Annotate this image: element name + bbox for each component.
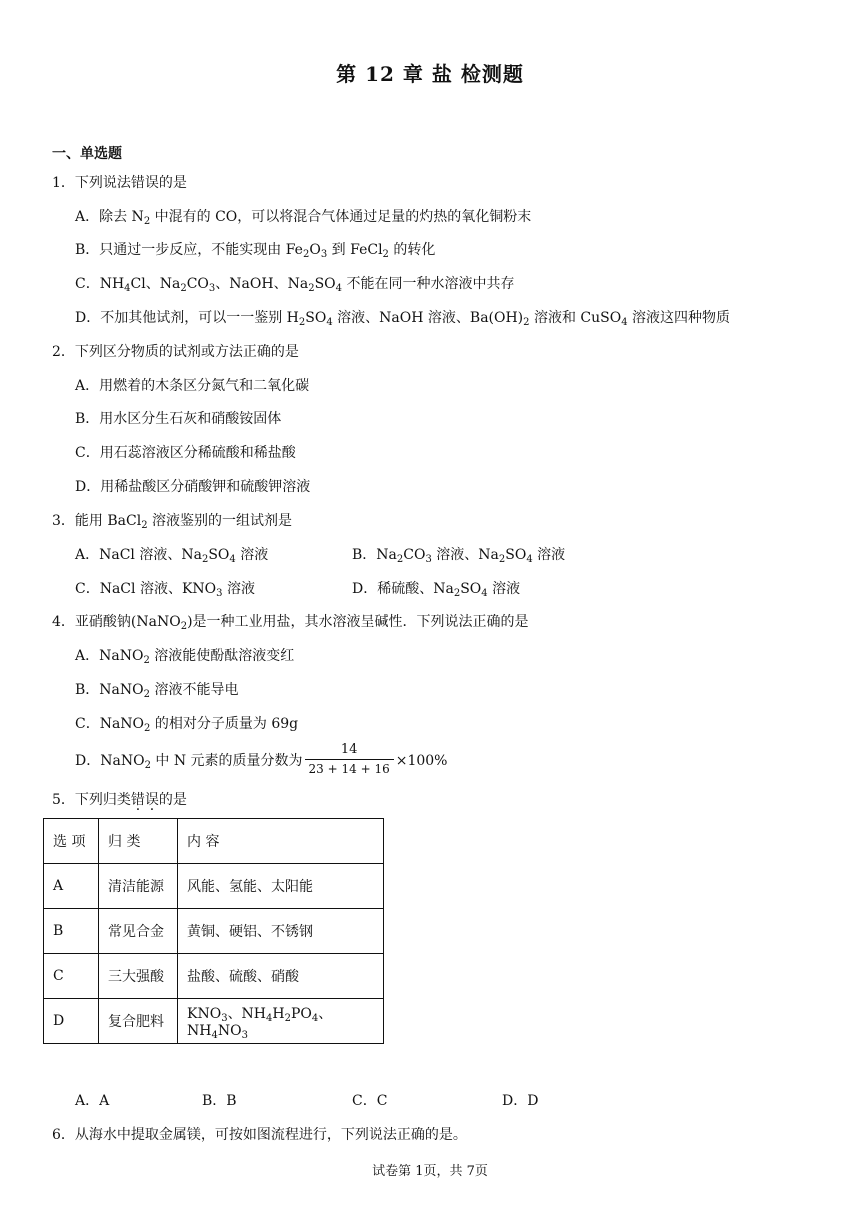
question-3-stem: 3．能用 BaCl$_2$ 溶液鉴别的一组试剂是 [52,513,293,531]
stem-text: 5．下列归类 [52,792,131,808]
table-row [44,819,384,864]
question-1-option-a: A．除去 $N_2$ 中混有的 CO，可以将混合气体通过足量的灼热的氧化铜粉末 [75,209,532,227]
header-cell: 选 项 [44,819,99,864]
question-2-option-c: C．用石蕊溶液区分稀硫酸和稀盐酸 [75,445,296,461]
option-d-suffix: ×100% [395,753,448,769]
question-5-answer-b: B．B [202,1093,237,1109]
question-4-stem: 4．亚硝酸钠(NaNO$_2$)是一种工业用盐，其水溶液呈碱性．下列说法正确的是 [52,614,529,632]
table-cell: D [44,999,99,1044]
table-cell: 盐酸、硫酸、硝酸 [178,954,384,999]
emphasis-char: 误 [144,792,159,808]
question-3-option-d: D．稀硫酸、$Na_2SO_4$ 溶液 [352,581,521,599]
table-cell: A [44,864,99,909]
question-4-option-d [75,742,448,780]
question-1-option-b: B．只通过一步反应，不能实现由 $Fe_2O_3$ 到 FeCl$_2$ 的转化 [75,242,436,260]
fraction-numerator: 14 [340,741,358,757]
question-4-option-a: A．NaNO$_2$ 溶液能使酚酞溶液变红 [75,648,295,666]
question-1-option-d: D．不加其他试剂，可以一一鉴别 $H_2SO_4$ 溶液、NaOH 溶液、$Ba(OH)_2$ 溶液和 CuSO$_4$ 溶液这四种物质 [75,310,731,328]
question-4-option-c: C．NaNO$_2$ 的相对分子质量为 69g [75,716,299,734]
question-6-stem: 6．从海水中提取金属镁，可按如图流程进行，下列说法正确的是。 [52,1127,467,1143]
question-1-option-c: C．$NH_4Cl$、$Na_2CO_3$、NaOH、$Na_2SO_4$ 不能在同一种水溶液中共存 [75,276,515,294]
option-d-prefix: D．NaNO$_2$ 中 N 元素的质量分数为 [75,753,303,771]
table-cell: B [44,909,99,954]
question-5-stem [52,790,187,810]
page-title: 第 12 章 盐 检测题 [336,62,524,86]
question-5-answer-a: A．A [75,1093,110,1109]
question-4-option-b: B．NaNO$_2$ 溶液不能导电 [75,682,239,700]
header-cell: 内 容 [178,819,384,864]
question-3-option-c: C．NaCl 溶液、$KNO_3$ 溶液 [75,581,255,599]
classification-table [43,818,384,1044]
stem-text: 的是 [158,792,187,808]
table-cell: 清洁能源 [99,864,178,909]
table-row [44,864,384,909]
table-cell: 常见合金 [99,909,178,954]
fraction-denominator: 23 + 14 + 16 [305,759,394,778]
question-2-option-d: D．用稀盐酸区分硝酸钾和硫酸钾溶液 [75,479,311,495]
table-row [44,909,384,954]
question-1-stem: 1．下列说法错误的是 [52,175,187,191]
mass-fraction [305,741,394,778]
question-2-option-b: B．用水区分生石灰和硝酸铵固体 [75,411,282,427]
question-2-stem: 2．下列区分物质的试剂或方法正确的是 [52,344,299,360]
question-3-option-a: A．NaCl 溶液、$Na_2SO_4$ 溶液 [75,547,269,565]
table-cell: $KNO_3$、$NH_4H_2PO_4$、$NH_4NO_3$ [178,999,384,1044]
question-5-answer-d: D．D [502,1093,539,1109]
page-footer: 试卷第 1页，共 7页 [372,1164,488,1179]
table-cell: 黄铜、硬铝、不锈钢 [178,909,384,954]
header-cell: 归 类 [99,819,178,864]
question-3-option-b: B．$Na_2CO_3$ 溶液、$Na_2SO_4$ 溶液 [352,547,566,565]
table-row [44,999,384,1044]
table-cell: C [44,954,99,999]
emphasis-char: 错 [130,792,145,808]
table-cell: 复合肥料 [99,999,178,1044]
question-2-option-a: A．用燃着的木条区分氮气和二氧化碳 [75,378,310,394]
table-cell: 风能、氢能、太阳能 [178,864,384,909]
section-heading: 一、单选题 [52,146,122,162]
question-5-answer-c: C．C [352,1093,388,1109]
table-cell: 三大强酸 [99,954,178,999]
table-row [44,954,384,999]
